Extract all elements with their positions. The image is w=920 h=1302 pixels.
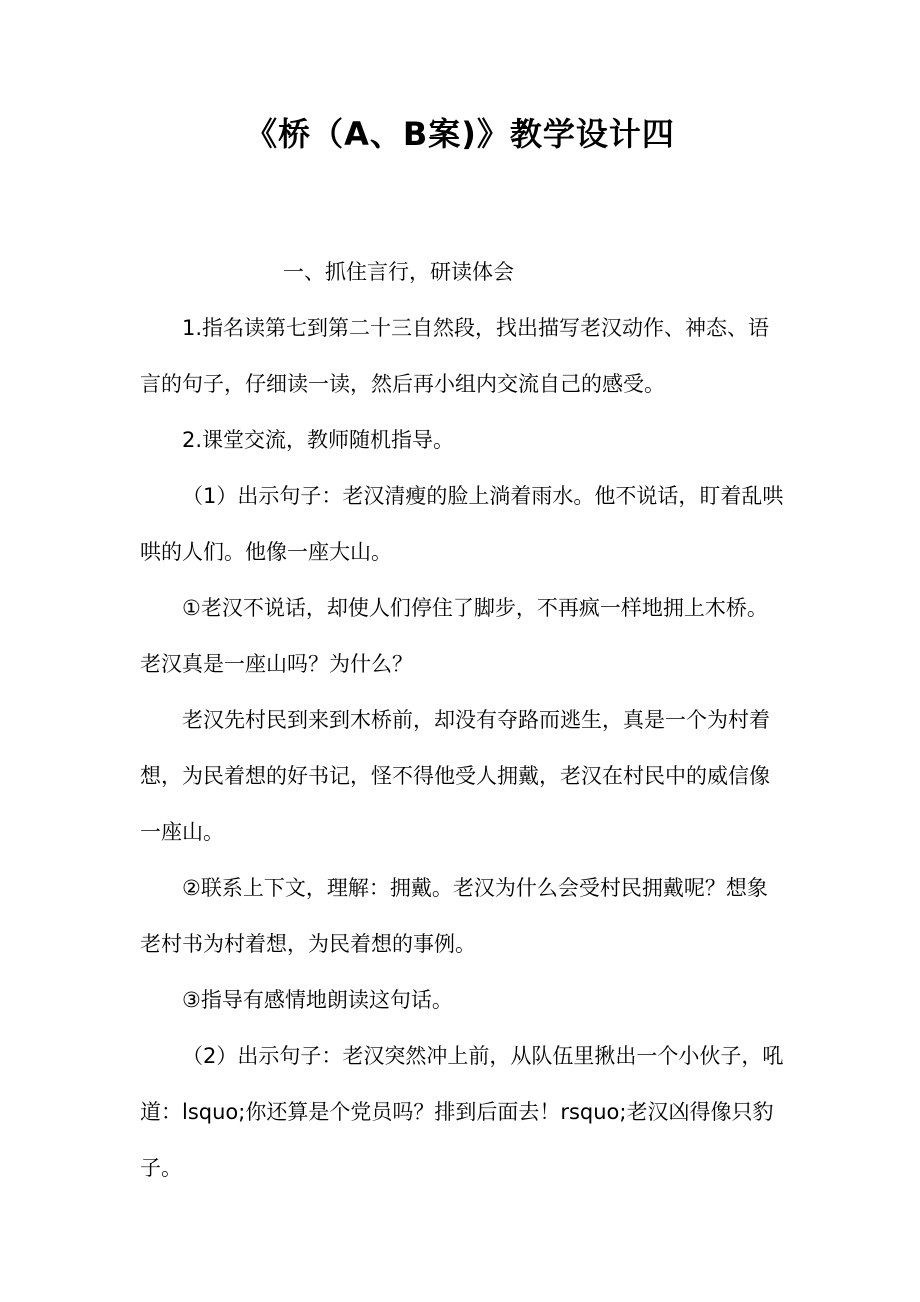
document-title: 《桥（A、B案)》教学设计四 — [245, 115, 675, 153]
paragraph: （2）出示句子：老汉突然冲上前，从队伍里揪出一个小伙子，吼道：lsquo;你还算是个党员吗？排到后面去！rsquo;老汉凶得像只豹子。 — [140, 1044, 784, 1180]
section-heading: 一、抓住言行，研读体会 — [283, 260, 514, 284]
paragraph: ③指导有感情地朗读这句话。 — [182, 988, 453, 1012]
document-body — [140, 244, 785, 1196]
paragraph: （1）出示句子：老汉清瘦的脸上淌着雨水。他不说话，盯着乱哄哄的人们。他像一座大山。 — [140, 484, 784, 564]
paragraph: 2.课堂交流，教师随机指导。 — [182, 428, 455, 452]
paragraph: 老汉先村民到来到木桥前，却没有夺路而逃生，真是一个为村着想，为民着想的好书记，怪不得他受人拥戴，老汉在村民中的威信像一座山。 — [140, 708, 770, 844]
paragraph: ②联系上下文，理解：拥戴。老汉为什么会受村民拥戴呢？想象老村书为村着想，为民着想的事例。 — [140, 876, 768, 956]
paragraph: 1.指名读第七到第二十三自然段，找出描写老汉动作、神态、语言的句子，仔细读一读，然后再小组内交流自己的感受。 — [140, 316, 770, 396]
paragraph: ①老汉不说话，却使人们停住了脚步，不再疯一样地拥上木桥。老汉真是一座山吗？为什么？ — [140, 596, 768, 676]
